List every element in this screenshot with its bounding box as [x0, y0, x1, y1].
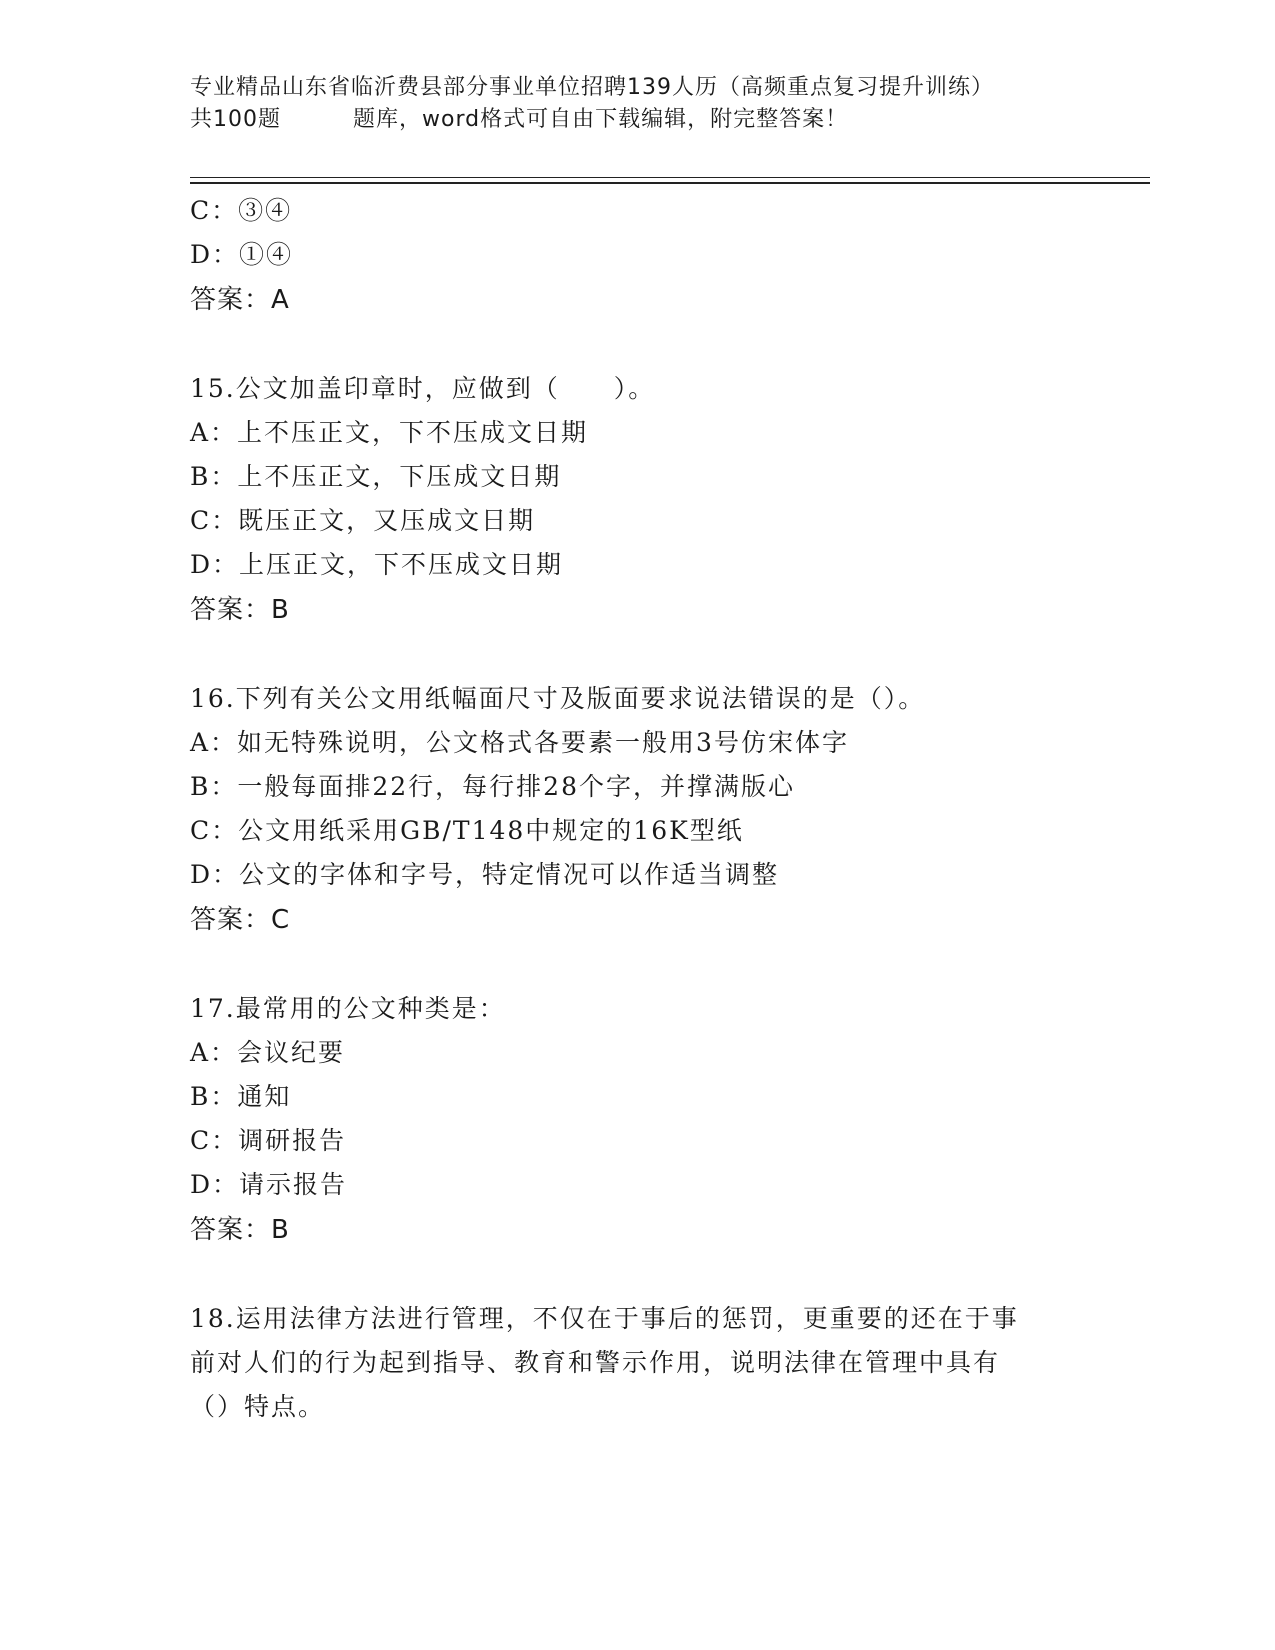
- q16-option-b: B：一般每面排22行，每行排28个字，并撑满版心: [190, 772, 795, 801]
- q15-option-b: B：上不压正文，下压成文日期: [190, 462, 562, 491]
- q15-question: 15.公文加盖印章时，应做到（ ）。: [190, 374, 656, 403]
- q16-question: 16.下列有关公文用纸幅面尺寸及版面要求说法错误的是（）。: [190, 684, 926, 713]
- q18-question-line-1: 18.运用法律方法进行管理，不仅在于事后的惩罚，更重要的还在于事: [190, 1304, 1019, 1333]
- header-divider-thin: [190, 177, 1150, 178]
- q14-option-c: C：③④: [190, 196, 293, 225]
- q16-answer: 答案：C: [190, 905, 291, 935]
- q18-question-line-2: 前对人们的行为起到指导、教育和警示作用，说明法律在管理中具有: [190, 1348, 1001, 1377]
- q15-option-d: D：上压正文，下不压成文日期: [190, 550, 564, 579]
- q17-question: 17.最常用的公文种类是：: [190, 994, 506, 1023]
- q18-question-line-3: （）特点。: [190, 1392, 326, 1421]
- q16-option-d: D：公文的字体和字号，特定情况可以作适当调整: [190, 860, 780, 889]
- q15-option-a: A：上不压正文，下不压成文日期: [190, 418, 589, 447]
- q16-option-c: C：公文用纸采用GB/T148中规定的16K型纸: [190, 816, 744, 845]
- q17-option-b: B：通知: [190, 1082, 292, 1111]
- q16-option-a: A：如无特殊说明，公文格式各要素一般用3号仿宋体字: [190, 728, 849, 757]
- header-subtitle-line: [190, 104, 1150, 136]
- q17-option-a: A：会议纪要: [190, 1038, 346, 1067]
- header-question-count: 共100题: [190, 107, 281, 132]
- q15-option-c: C：既压正文，又压成文日期: [190, 506, 536, 535]
- q14-option-d: D：①④: [190, 240, 294, 269]
- q17-option-d: D：请示报告: [190, 1170, 348, 1199]
- header-description: 题库，word格式可自由下载编辑，附完整答案！: [353, 107, 849, 132]
- q15-answer: 答案：B: [190, 595, 290, 625]
- document-header: [190, 72, 1150, 136]
- header-divider-thick: [190, 182, 1150, 184]
- q14-answer: 答案：A: [190, 285, 290, 315]
- q17-option-c: C：调研报告: [190, 1126, 347, 1155]
- q17-answer: 答案：B: [190, 1215, 290, 1245]
- header-title-line: 专业精品山东省临沂费县部分事业单位招聘139人历（高频重点复习提升训练）: [190, 75, 994, 100]
